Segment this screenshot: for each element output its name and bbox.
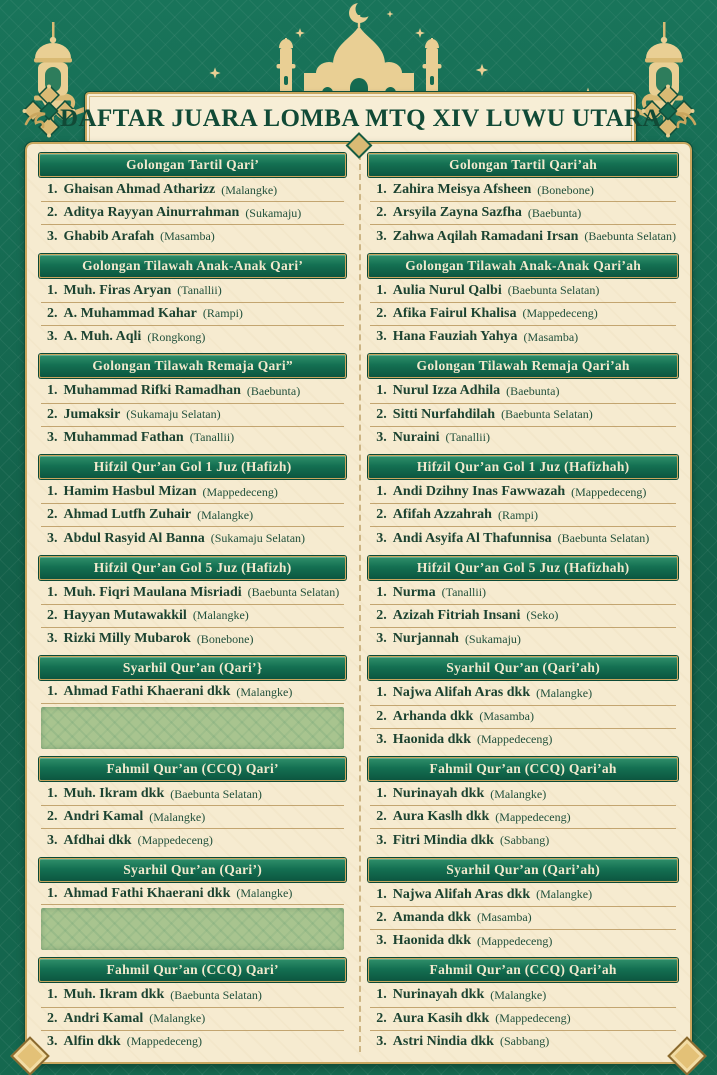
- winner-name: Hayyan Mutawakkil: [63, 607, 187, 623]
- category-section-right-1: [368, 153, 678, 248]
- category-title: Hifzil Qur’an Gol 5 Juz (Hafizhah): [416, 559, 630, 575]
- winner-row: [370, 582, 676, 605]
- winner-region: (Mappedeceng): [126, 1034, 202, 1049]
- category-title: Syarhil Qur’an (Qari’ah): [446, 861, 600, 877]
- winner-row: [41, 427, 344, 449]
- winner-region: (Sabbang): [499, 833, 550, 848]
- winner-name: Najwa Alifah Aras dkk: [392, 685, 531, 701]
- category-title: Fahmil Qur’an (CCQ) Qari’ah: [429, 962, 617, 978]
- winner-rank: 1.: [47, 584, 58, 600]
- winner-name: Hana Fauziah Yahya: [392, 329, 518, 345]
- category-header: [368, 455, 678, 479]
- category-section-left-8: [39, 858, 346, 953]
- winner-name: Haonida dkk: [392, 731, 472, 747]
- category-header: [368, 757, 678, 781]
- winner-row: [41, 806, 344, 829]
- winner-region: (Baebunta): [246, 383, 301, 398]
- category-section-left-9: [39, 958, 346, 1053]
- winner-region: (Masamba): [479, 709, 534, 724]
- winner-row: [370, 225, 676, 247]
- winner-rank: 3.: [47, 329, 58, 345]
- category-section-left-6: [39, 656, 346, 751]
- winner-rank: 1.: [47, 282, 58, 298]
- winner-row: [370, 907, 676, 930]
- winner-region: (Malangke): [490, 987, 547, 1002]
- winner-rank: 1.: [376, 987, 387, 1003]
- winner-name: Jumaksir: [63, 406, 121, 422]
- winner-row: [370, 806, 676, 829]
- winners-list: [39, 179, 346, 248]
- category-header: [39, 858, 346, 882]
- winner-region: (Sabbang): [499, 1034, 550, 1049]
- winner-name: Nurul Izza Adhila: [392, 383, 501, 399]
- winner-name: Andi Dzihny Inas Fawwazah: [392, 484, 566, 500]
- winner-rank: 2.: [376, 708, 387, 724]
- winner-region: (Sukamaju): [245, 205, 302, 220]
- winner-region: (Sukamaju Selatan): [126, 407, 221, 422]
- winner-name: Hamim Hasbul Mizan: [63, 484, 197, 500]
- winner-region: (Tanallii): [189, 430, 235, 445]
- category-title: Fahmil Qur’an (CCQ) Qari’ah: [429, 760, 617, 776]
- winner-row: [370, 202, 676, 225]
- winner-region: (Baebunta Selatan): [557, 531, 650, 546]
- winner-region: (Mappedeceng): [477, 732, 553, 747]
- winner-row: [370, 783, 676, 806]
- winner-name: Muh. Ikram dkk: [63, 987, 165, 1003]
- winner-name: Nurjannah: [392, 631, 459, 647]
- winner-region: (Malangke): [236, 886, 293, 901]
- category-header: [39, 958, 346, 982]
- category-title: Syarhil Qur’an (Qari’): [123, 861, 263, 877]
- winner-name: Alfin dkk: [63, 1033, 121, 1049]
- winners-list: [39, 783, 346, 852]
- winner-region: (Rampi): [497, 507, 538, 522]
- winner-region: (Tanallii): [441, 585, 487, 600]
- winner-rank: 2.: [376, 809, 387, 825]
- category-title: Fahmil Qur’an (CCQ) Qari’: [106, 760, 279, 776]
- winner-region: (Masamba): [477, 910, 532, 925]
- winner-rank: 1.: [376, 685, 387, 701]
- winner-name: Fitri Mindia dkk: [392, 832, 494, 848]
- winners-list: [368, 280, 678, 349]
- category-section-left-4: [39, 455, 346, 550]
- winner-row: [41, 179, 344, 202]
- winner-region: (Bonebone): [196, 631, 254, 646]
- winner-rank: 1.: [376, 282, 387, 298]
- winner-name: Aura Kasih dkk: [392, 1010, 490, 1026]
- winner-row: [41, 303, 344, 326]
- winner-region: (Tanallii): [177, 283, 222, 298]
- winner-name: Muh. Ikram dkk: [63, 786, 165, 802]
- winner-region: (Malangke): [536, 887, 593, 902]
- winner-row: [370, 1008, 676, 1031]
- winner-name: Andri Kamal: [63, 809, 144, 825]
- winner-rank: 2.: [47, 406, 58, 422]
- winner-name: Najwa Alifah Aras dkk: [392, 886, 531, 902]
- winner-name: Rizki Milly Mubarok: [63, 631, 191, 647]
- winner-row: [370, 605, 676, 628]
- winner-region: (Tanallii): [445, 430, 490, 445]
- winner-row: [370, 984, 676, 1007]
- winner-name: Muh. Firas Aryan: [63, 282, 172, 298]
- winner-region: (Baebunta Selatan): [247, 585, 340, 600]
- winner-row: [41, 280, 344, 303]
- winners-list: [39, 984, 346, 1053]
- winner-name: Ghabib Arafah: [63, 228, 155, 244]
- winner-region: (Rampi): [202, 306, 243, 321]
- winner-region: (Baebunta): [527, 205, 582, 220]
- winner-rank: 1.: [376, 383, 387, 399]
- winner-rank: 1.: [47, 182, 58, 198]
- winner-rank: 3.: [47, 832, 58, 848]
- winner-region: (Baebunta Selatan): [507, 283, 600, 298]
- category-header: [368, 556, 678, 580]
- winner-region: (Seko): [526, 608, 559, 623]
- winner-row: [41, 481, 344, 504]
- winner-rank: 1.: [376, 886, 387, 902]
- winner-rank: 2.: [376, 305, 387, 321]
- winner-region: (Malangke): [197, 507, 254, 522]
- winners-list: [39, 280, 346, 349]
- winner-row: [41, 783, 344, 806]
- winner-region: (Baebunta Selatan): [170, 987, 262, 1002]
- winner-name: Arsyila Zayna Sazfha: [392, 205, 522, 221]
- category-title: Syarhil Qur’an (Qari’ah): [446, 660, 600, 676]
- category-section-right-7: [368, 757, 678, 852]
- winner-name: A. Muhammad Kahar: [63, 305, 197, 321]
- winner-row: [41, 628, 344, 650]
- category-title: Hifzil Qur’an Gol 1 Juz (Hafizhah): [416, 458, 630, 474]
- winner-rank: 1.: [47, 684, 58, 700]
- flourish-icon: [24, 109, 50, 129]
- winner-rank: 3.: [376, 933, 387, 949]
- winner-row: [41, 504, 344, 527]
- winner-rank: 3.: [47, 228, 58, 244]
- category-title: Syarhil Qur’an (Qari’}: [122, 660, 263, 676]
- winners-board: [25, 142, 692, 1064]
- category-title: Hifzil Qur’an Gol 1 Juz (Hafizh): [93, 458, 292, 474]
- winner-row: [370, 280, 676, 303]
- category-header: [39, 153, 346, 177]
- winner-region: (Sukamaju): [464, 631, 521, 646]
- category-section-right-9: [368, 958, 678, 1053]
- winner-name: Ahmad Fathi Khaerani dkk: [63, 684, 231, 700]
- category-title: Fahmil Qur’an (CCQ) Qari’: [106, 962, 279, 978]
- winner-name: Astri Nindia dkk: [392, 1033, 494, 1049]
- winner-row: [41, 984, 344, 1007]
- winners-list: [368, 682, 678, 751]
- winner-region: (Malangke): [149, 809, 206, 824]
- winner-name: Sitti Nurfahdilah: [392, 406, 496, 422]
- winner-region: (Mappedeceng): [495, 1011, 571, 1026]
- winner-name: Afdhai dkk: [63, 832, 132, 848]
- category-title: Golongan Tilawah Anak-Anak Qari’ah: [405, 257, 642, 273]
- winners-list: [39, 884, 346, 905]
- winner-rank: 2.: [376, 909, 387, 925]
- winner-rank: 1.: [376, 786, 387, 802]
- winner-name: Azizah Fitriah Insani: [392, 607, 521, 623]
- category-section-left-2: [39, 254, 346, 349]
- winner-row: [41, 326, 344, 348]
- category-section-left-7: [39, 757, 346, 852]
- winners-list: [39, 682, 346, 703]
- winner-rank: 1.: [376, 584, 387, 600]
- winner-rank: 1.: [47, 484, 58, 500]
- winner-row: [41, 582, 344, 605]
- winner-rank: 3.: [376, 1033, 387, 1049]
- winner-name: Aulia Nurul Qalbi: [392, 282, 502, 298]
- winner-region: (Mappedeceng): [571, 484, 647, 499]
- category-title: Hifzil Qur’an Gol 5 Juz (Hafizh): [93, 559, 292, 575]
- winner-region: (Mappedeceng): [477, 933, 553, 948]
- winner-name: Afifah Azzahrah: [392, 507, 492, 523]
- winner-name: Arhanda dkk: [392, 708, 474, 724]
- winner-rank: 2.: [47, 305, 58, 321]
- winner-region: (Mappedeceng): [495, 809, 571, 824]
- winner-name: Nurinayah dkk: [392, 786, 485, 802]
- empty-slot: [41, 908, 344, 950]
- winner-name: Aura Kaslh dkk: [392, 809, 490, 825]
- winners-list: [39, 481, 346, 550]
- category-header: [39, 354, 346, 378]
- winner-row: [370, 404, 676, 427]
- winner-rank: 2.: [47, 1010, 58, 1026]
- winner-region: (Sukamaju Selatan): [210, 531, 306, 546]
- winner-rank: 3.: [376, 228, 387, 244]
- winner-region: (Malangke): [221, 182, 278, 197]
- winner-name: Amanda dkk: [392, 909, 471, 925]
- category-header: [368, 254, 678, 278]
- winner-rank: 1.: [47, 987, 58, 1003]
- winner-name: Muh. Fiqri Maulana Misriadi: [63, 584, 242, 600]
- winner-name: Ahmad Fathi Khaerani dkk: [63, 885, 231, 901]
- category-section-left-3: [39, 354, 346, 449]
- category-section-right-8: [368, 858, 678, 953]
- winner-rank: 1.: [47, 885, 58, 901]
- winner-row: [370, 527, 676, 549]
- winner-rank: 2.: [376, 507, 387, 523]
- winner-name: Muhammad Fathan: [63, 429, 184, 445]
- winner-row: [41, 225, 344, 247]
- winner-row: [370, 326, 676, 348]
- winner-name: Zahwa Aqilah Ramadani Irsan: [392, 228, 579, 244]
- winner-row: [41, 884, 344, 905]
- category-section-left-5: [39, 556, 346, 651]
- winner-rank: 2.: [376, 406, 387, 422]
- category-section-right-4: [368, 455, 678, 550]
- winners-list: [368, 884, 678, 953]
- winner-row: [370, 1031, 676, 1053]
- category-section-right-3: [368, 354, 678, 449]
- winner-name: Nurinayah dkk: [392, 987, 485, 1003]
- winner-row: [41, 202, 344, 225]
- winners-list: [368, 380, 678, 449]
- winner-name: Zahira Meisya Afsheen: [392, 182, 532, 198]
- category-header: [368, 656, 678, 680]
- category-title: Golongan Tilawah Anak-Anak Qari’: [82, 257, 304, 273]
- winner-name: Ahmad Lutfh Zuhair: [63, 507, 192, 523]
- category-header: [368, 958, 678, 982]
- winner-region: (Masamba): [523, 329, 579, 344]
- winner-name: Abdul Rasyid Al Banna: [63, 530, 205, 546]
- winner-name: Andri Kamal: [63, 1010, 144, 1026]
- winner-row: [41, 380, 344, 403]
- category-header: [39, 656, 346, 680]
- category-title: Golongan Tilawah Remaja Qari’ah: [416, 358, 630, 374]
- category-header: [39, 556, 346, 580]
- winner-rank: 3.: [376, 429, 387, 445]
- winner-region: (Malangke): [149, 1011, 206, 1026]
- winners-list: [368, 481, 678, 550]
- winner-region: (Malangke): [490, 786, 547, 801]
- winner-rank: 1.: [47, 383, 58, 399]
- category-header: [39, 254, 346, 278]
- winner-rank: 3.: [47, 631, 58, 647]
- winner-row: [41, 1008, 344, 1031]
- winner-region: (Malangke): [536, 685, 593, 700]
- winner-name: Aditya Rayyan Ainurrahman: [63, 205, 240, 221]
- winner-row: [41, 682, 344, 703]
- winner-rank: 3.: [376, 329, 387, 345]
- category-header: [368, 354, 678, 378]
- winner-rank: 2.: [47, 607, 58, 623]
- winner-name: Ghaisan Ahmad Atharizz: [63, 182, 216, 198]
- winner-region: (Malangke): [192, 608, 249, 623]
- winner-row: [370, 481, 676, 504]
- winners-list: [39, 380, 346, 449]
- winners-list: [39, 582, 346, 651]
- category-title: Golongan Tartil Qari’: [126, 157, 260, 172]
- winner-name: Nuraini: [392, 429, 440, 445]
- winner-row: [370, 380, 676, 403]
- winner-row: [41, 527, 344, 549]
- winner-rank: 3.: [376, 731, 387, 747]
- winners-list: [368, 179, 678, 248]
- column-divider: [359, 154, 361, 1052]
- winner-region: (Baebunta Selatan): [170, 786, 262, 801]
- category-header: [39, 455, 346, 479]
- category-section-right-2: [368, 254, 678, 349]
- winner-row: [370, 706, 676, 729]
- winner-rank: 1.: [47, 786, 58, 802]
- winner-name: A. Muh. Aqli: [63, 329, 142, 345]
- winner-row: [41, 829, 344, 851]
- winner-region: (Bonebone): [537, 182, 594, 197]
- winner-row: [370, 884, 676, 907]
- winner-name: Muhammad Rifki Ramadhan: [63, 383, 241, 399]
- winner-rank: 2.: [376, 1010, 387, 1026]
- category-section-right-5: [368, 556, 678, 651]
- winner-name: Nurma: [392, 584, 436, 600]
- winner-name: Andi Asyifa Al Thafunnisa: [392, 530, 552, 546]
- winner-region: (Masamba): [160, 229, 215, 244]
- winner-row: [370, 179, 676, 202]
- winner-row: [370, 427, 676, 449]
- winner-region: (Mappedeceng): [202, 484, 278, 499]
- winner-row: [41, 1031, 344, 1053]
- winner-region: (Baebunta Selatan): [501, 407, 593, 422]
- winner-rank: 2.: [47, 205, 58, 221]
- winner-rank: 2.: [376, 607, 387, 623]
- category-header: [368, 858, 678, 882]
- winner-rank: 2.: [47, 507, 58, 523]
- winner-rank: 2.: [47, 809, 58, 825]
- winner-name: Haonida dkk: [392, 933, 472, 949]
- winner-region: (Baebunta): [506, 383, 560, 398]
- winner-region: (Malangke): [236, 684, 293, 699]
- winner-row: [370, 930, 676, 952]
- winner-rank: 3.: [376, 530, 387, 546]
- category-title: Golongan Tilawah Remaja Qari”: [92, 358, 293, 374]
- winner-region: (Rongkong): [147, 329, 206, 344]
- winner-rank: 3.: [376, 832, 387, 848]
- category-section-right-6: [368, 656, 678, 751]
- winners-list: [368, 783, 678, 852]
- page-title: DAFTAR JUARA LOMBA MTQ XIV LUWU UTARA: [60, 105, 661, 132]
- winner-row: [370, 829, 676, 851]
- category-title: Golongan Tartil Qari’ah: [449, 157, 598, 172]
- winner-rank: 3.: [376, 631, 387, 647]
- category-header: [368, 153, 678, 177]
- winners-list: [368, 984, 678, 1053]
- winner-row: [370, 729, 676, 751]
- winner-region: (Mappedeceng): [137, 833, 213, 848]
- winner-row: [370, 682, 676, 705]
- winners-list: [368, 582, 678, 651]
- winner-row: [41, 404, 344, 427]
- winner-row: [370, 628, 676, 650]
- winner-row: [370, 303, 676, 326]
- winner-row: [41, 605, 344, 628]
- winner-rank: 3.: [47, 530, 58, 546]
- empty-slot: [41, 707, 344, 749]
- category-section-left-1: [39, 153, 346, 248]
- category-header: [39, 757, 346, 781]
- winner-row: [370, 504, 676, 527]
- winner-rank: 1.: [376, 182, 387, 198]
- winner-rank: 3.: [47, 1033, 58, 1049]
- winner-rank: 3.: [47, 429, 58, 445]
- winner-name: Afika Fairul Khalisa: [392, 305, 517, 321]
- winner-region: (Baebunta Selatan): [584, 229, 676, 244]
- winner-rank: 1.: [376, 484, 387, 500]
- winner-rank: 2.: [376, 205, 387, 221]
- winner-region: (Mappedeceng): [522, 306, 598, 321]
- flourish-icon: [671, 109, 697, 129]
